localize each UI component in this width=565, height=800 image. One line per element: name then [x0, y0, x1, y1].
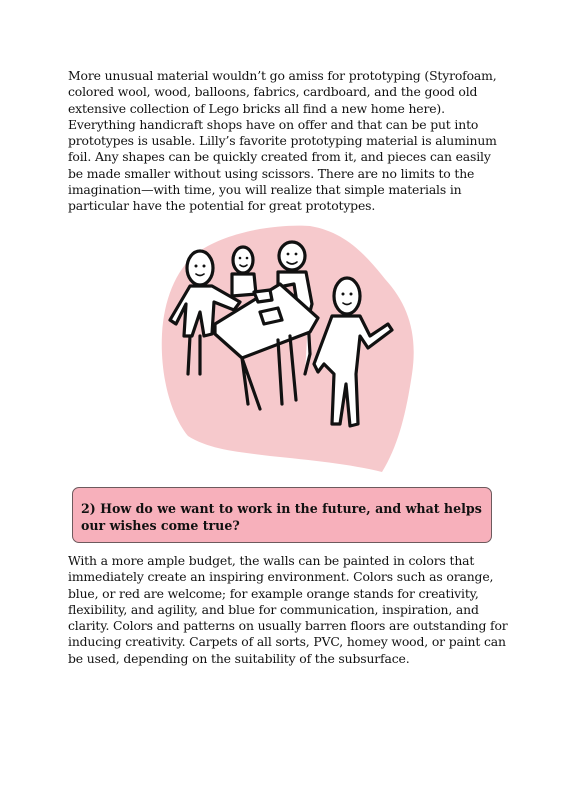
intro-paragraph: More unusual material wouldn’t go amiss for prototyping (Styrofoam, colored wool, wood, balloons, fabrics, cardboard, and the good old extensive collection of Lego bricks all find a new home here). Everything handicraft shops have on offer and that can be put into prototypes is usable. Lilly’s favorite prototyping material is aluminum foil. Any shapes can be quickly created from it, and pieces can easily be made smaller without using scissors. There are no limits to the imagination—with time, you will realize that simple materials in particular have the potential for great prototypes. [68, 68, 497, 214]
colors-paragraph: With a more ample budget, the walls can be painted in colors that immediately create an inspiring environment. Colors such as orange, blue, or red are welcome; for example orange stands for creativity, flexibility, and agility, and blue for communication, inspiration, and clarity. Colors and patterns on usually barren floors are outstanding for inducing creativity. Carpets of all sorts, PVC, homey wood, or paint can be used, depending on the suitability of the subsurface. [68, 553, 508, 666]
section-heading-box [72, 487, 492, 543]
section-heading: 2) How do we want to work in the future, and what helps our wishes come true? [81, 501, 482, 533]
team-prototyping-illustration [160, 224, 420, 480]
figure-person-back-left [232, 247, 256, 299]
